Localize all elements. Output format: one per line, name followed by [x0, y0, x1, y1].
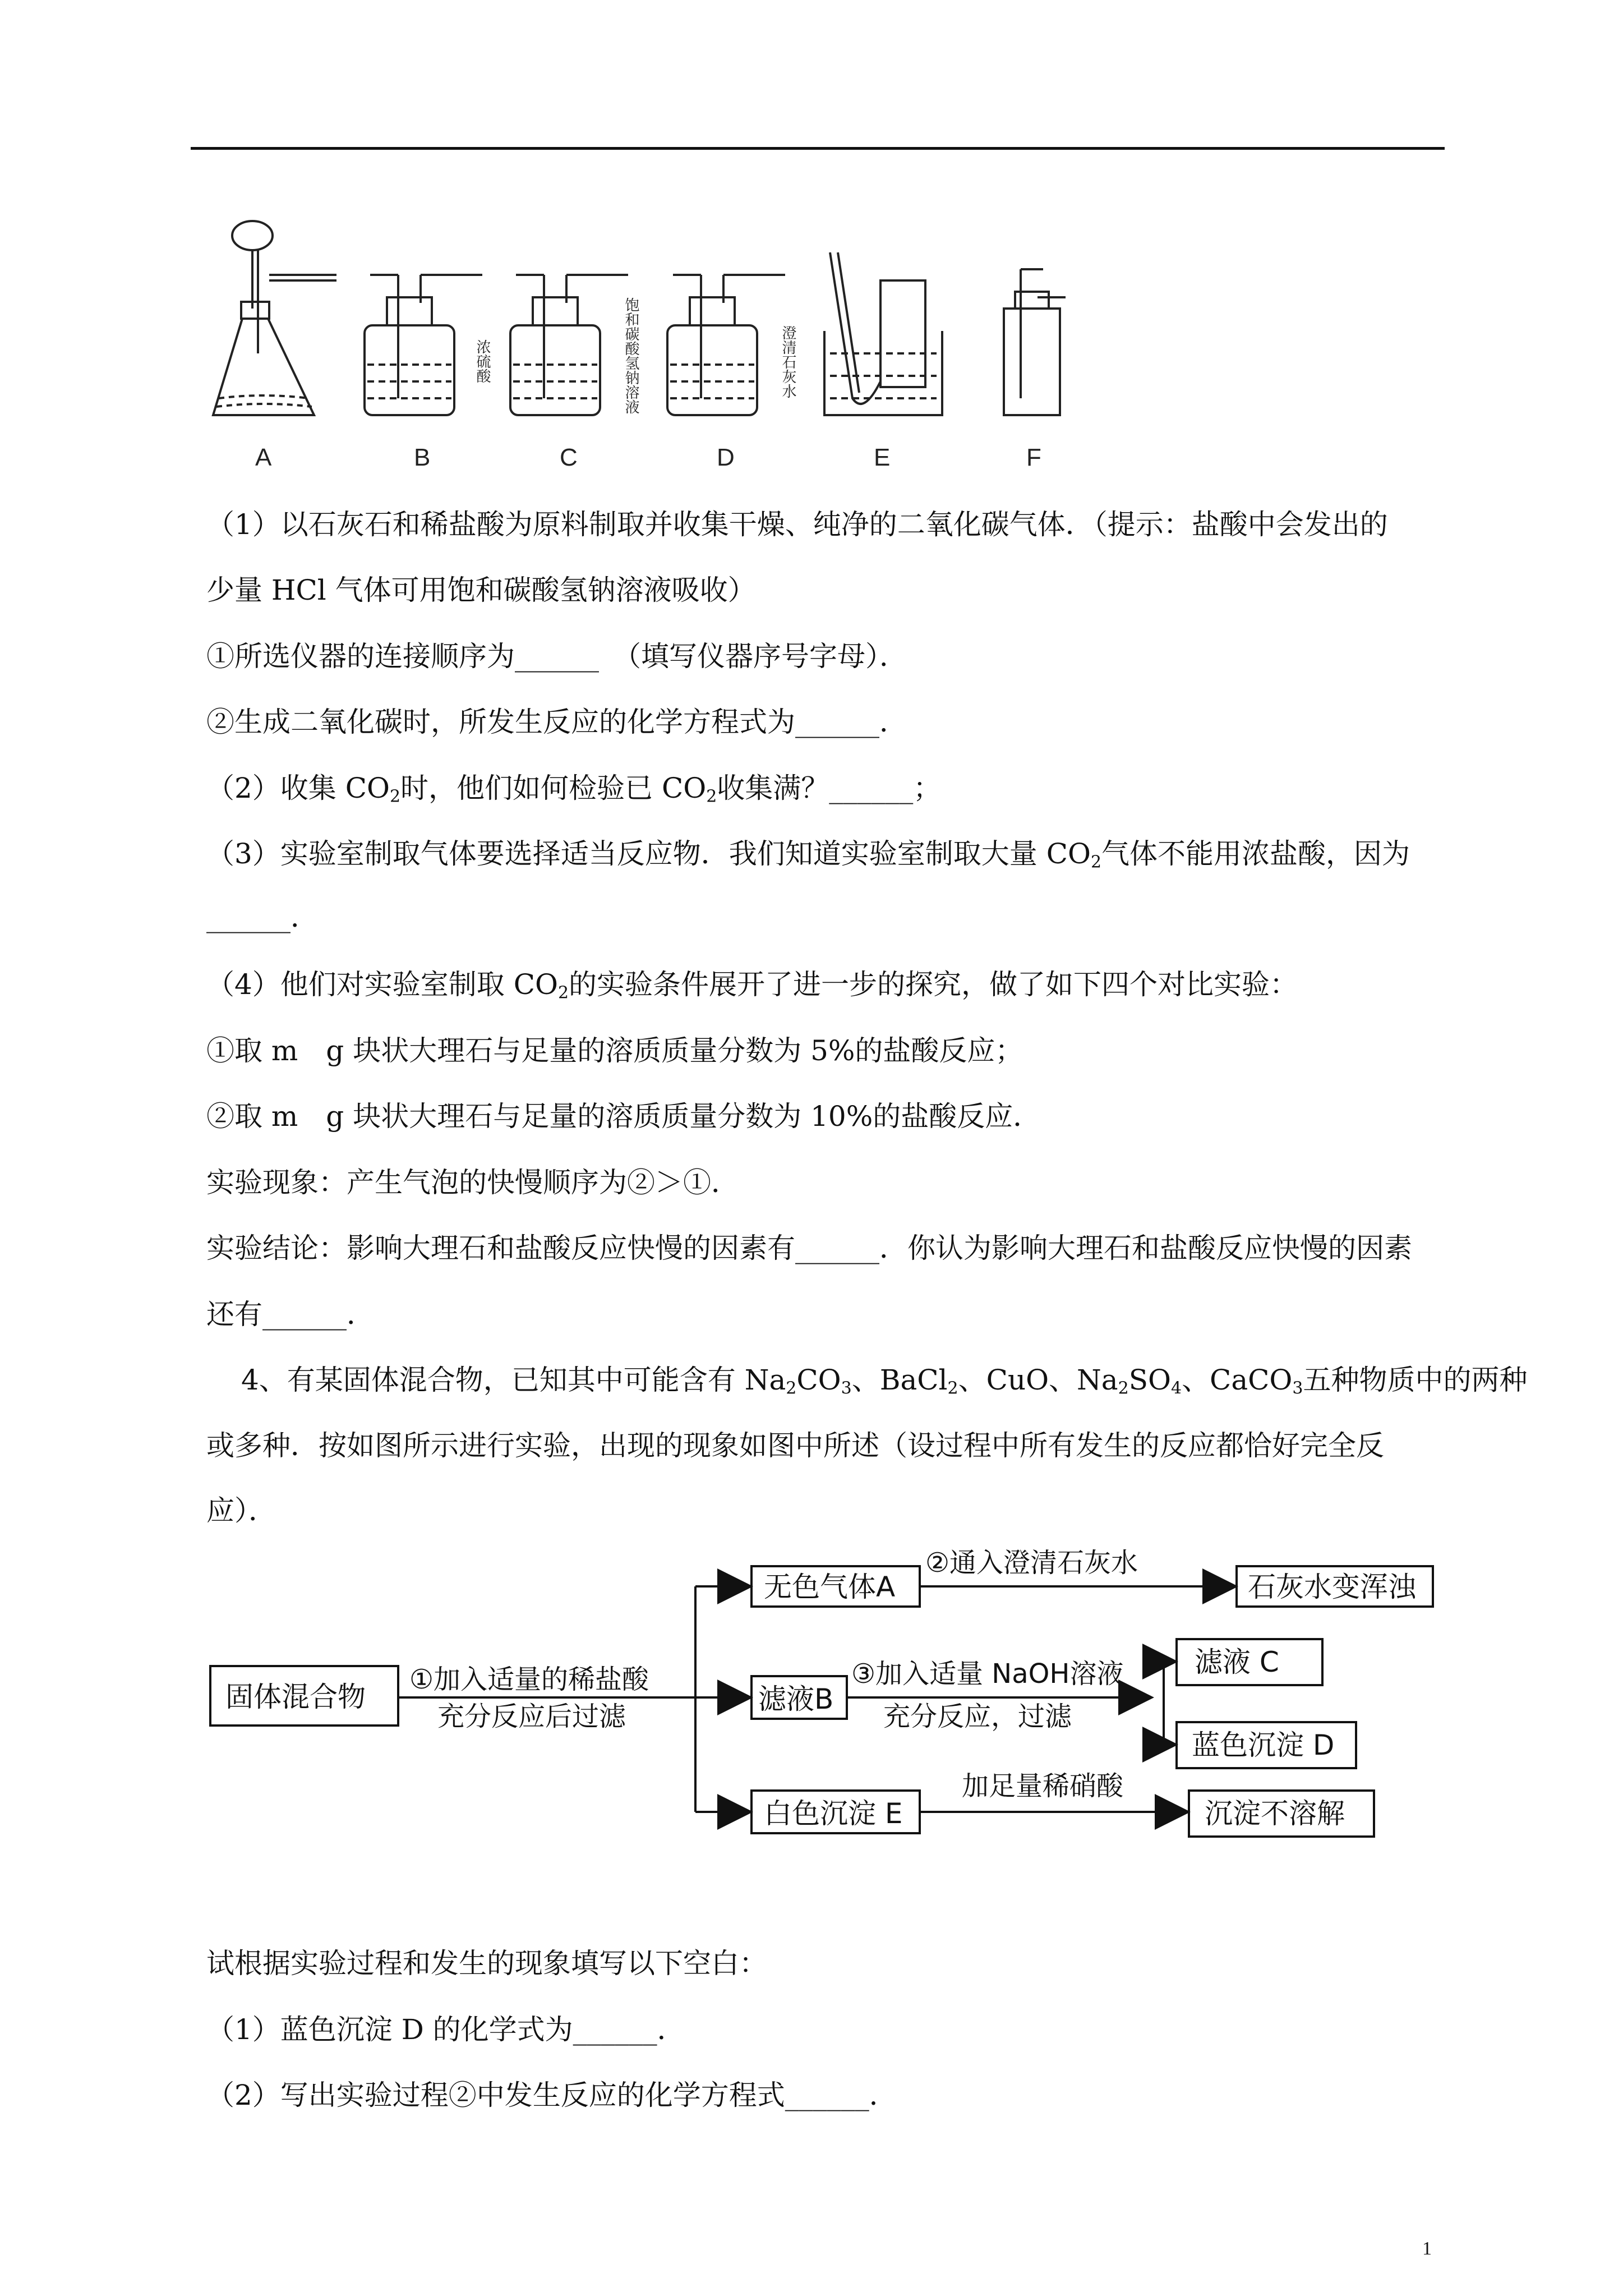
- apparatus-e-trough: [824, 252, 942, 415]
- label-b: B: [414, 444, 431, 471]
- q3-part4-exp1: ①取 m g 块状大理石与足量的溶质质量分数为 5%的盐酸反应；: [206, 1034, 1023, 1067]
- flow-step2-label: ②通入澄清石灰水: [925, 1547, 1138, 1579]
- q3-part3-line1: （3）实验室制取气体要选择适当反应物．我们知道实验室制取大量 $CO_2$气体不能用浓盐酸，因为: [206, 838, 1410, 872]
- q3-part3-line2: ______．: [206, 901, 319, 933]
- q3-part1-line2: 少量 HCl 气体可用饱和碳酸氢钠溶液吸收）: [206, 574, 756, 606]
- reagent-d-label: 澄清石灰水: [780, 325, 796, 398]
- q3-part4-phenomenon: 实验现象：产生气泡的快慢顺序为②＞①．: [206, 1166, 739, 1199]
- q3-part1-sub1: ①所选仪器的连接顺序为______ （填写仪器序号字母）．: [206, 640, 907, 673]
- apparatus-f-bottle: [1004, 269, 1066, 415]
- q4-question-1: （1）蓝色沉淀 D 的化学式为______．: [206, 2013, 685, 2046]
- flow-step3-line1: ③加入适量 NaOH溶液: [851, 1658, 1124, 1690]
- q3-part1-line1: （1）以石灰石和稀盐酸为原料制取并收集干燥、纯净的二氧化碳气体．（提示：盐酸中会发出的: [206, 508, 1388, 541]
- q3-part2: （2）收集 $CO_2$时，他们如何检验已 $CO_2$收集满？______；: [206, 772, 942, 807]
- flow-step3-line2: 充分反应，过滤: [883, 1701, 1072, 1732]
- label-a: A: [255, 444, 272, 471]
- flow-precip-e-label: 白色沉淀 E: [764, 1797, 903, 1830]
- q4-questions-intro: 试根据实验过程和发生的现象填写以下空白：: [206, 1947, 767, 1980]
- q3-part4-conclusion-line1: 实验结论：影响大理石和盐酸反应快慢的因素有______．你认为影响大理石和盐酸反应快慢的因素: [206, 1232, 1412, 1264]
- q4-stem-line1: 4、有某固体混合物，已知其中可能含有 $Na_2CO_3$、BaCl$_2$、CuO、$Na_2SO_4$、CaCO$_3$五种物质中的两种: [241, 1364, 1528, 1398]
- flow-filtrate-b-label: 滤液B: [758, 1683, 834, 1715]
- apparatus-d-bottle: [667, 275, 785, 415]
- flow-precip-d-label: 蓝色沉淀 D: [1192, 1729, 1335, 1761]
- q3-part1-sub2: ②生成二氧化碳时，所发生反应的化学方程式为______．: [206, 706, 907, 738]
- label-f: F: [1026, 444, 1041, 471]
- apparatus-c-bottle: [510, 275, 628, 415]
- flow-result-e-label: 沉淀不溶解: [1205, 1797, 1345, 1830]
- header-rule: [191, 147, 1445, 150]
- label-e: E: [874, 444, 891, 471]
- reagent-c-label: 饱和碳酸氢钠溶液: [623, 297, 639, 414]
- label-c: C: [560, 444, 578, 471]
- q4-stem-line2: 或多种．按如图所示进行实验，出现的现象如图中所述（设过程中所有发生的反应都恰好完全反: [206, 1429, 1384, 1462]
- q4-stem-line3: 应）．: [206, 1494, 276, 1527]
- q3-part4-exp2: ②取 m g 块状大理石与足量的溶质质量分数为 10%的盐酸反应．: [206, 1100, 1041, 1133]
- flow-start-label: 固体混合物: [225, 1681, 366, 1713]
- reagent-b-label: 浓硫酸: [474, 339, 491, 383]
- q4-question-2: （2）写出实验过程②中发生反应的化学方程式______．: [206, 2079, 897, 2111]
- page-number: 1: [1422, 2238, 1432, 2259]
- flow-step1-line2: 充分反应后过滤: [437, 1701, 626, 1732]
- q3-part4-conclusion-line2: 还有______．: [206, 1298, 375, 1331]
- label-d: D: [717, 444, 735, 471]
- flow-filtrate-c-label: 滤液 C: [1195, 1646, 1279, 1678]
- flow-result-a-label: 石灰水变浑浊: [1248, 1571, 1416, 1603]
- flowchart: [202, 1531, 1458, 1868]
- apparatus-a-flask: [213, 221, 336, 415]
- apparatus-figure: [202, 213, 1144, 482]
- apparatus-b-bottle: [365, 275, 482, 415]
- flow-step1-line1: ①加入适量的稀盐酸: [409, 1664, 649, 1695]
- flow-step4-label: 加足量稀硝酸: [962, 1770, 1124, 1802]
- flow-gas-a-label: 无色气体A: [764, 1571, 896, 1603]
- q3-part4-intro: （4）他们对实验室制取 $CO_2$的实验条件展开了进一步的探究，做了如下四个对比实验：: [206, 968, 1298, 1003]
